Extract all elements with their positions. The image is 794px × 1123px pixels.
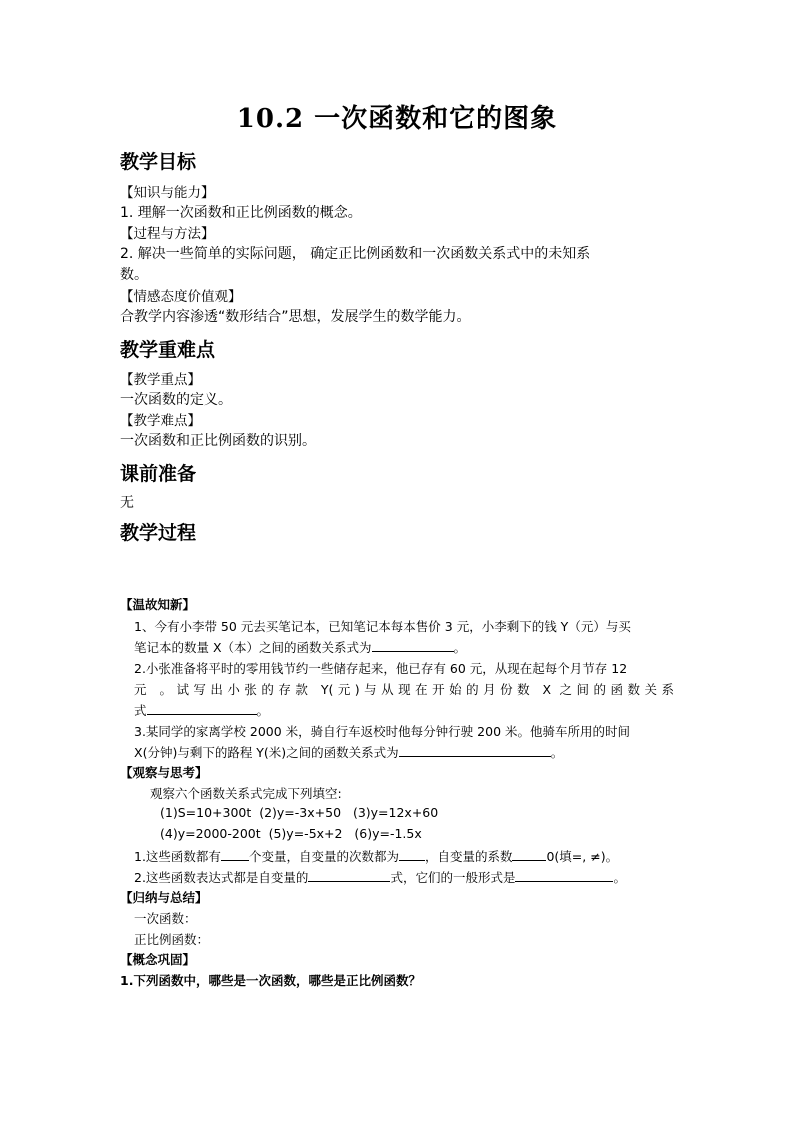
review-label: 【温故知新】 <box>120 597 196 612</box>
review-q1-line1: 1、今有小李带 50 元去买笔记本，已知笔记本每本售价 3 元，小李剩下的钱 Y（元）与买 <box>134 619 631 634</box>
objectives-heading: 教学目标 <box>120 151 197 173</box>
summary-label: 【归纳与总结】 <box>120 890 208 905</box>
review-q1-text: 笔记本的数量 X（本）之间的函数关系式为 <box>134 640 372 655</box>
difficult-label: 【教学难点】 <box>120 413 201 429</box>
observe-q2-end: 。 <box>613 870 626 885</box>
process-text-line2: 数。 <box>120 267 148 283</box>
review-q2-text: 式 <box>134 703 147 718</box>
consolidate-q1: 1.下列函数中，哪些是一次函数，哪些是正比例函数？ <box>120 973 421 988</box>
prep-text: 无 <box>120 495 134 511</box>
key-text: 一次函数的定义。 <box>120 392 232 408</box>
consolidate-label: 【概念巩固】 <box>120 952 196 967</box>
keypoints-heading: 教学重难点 <box>120 339 216 361</box>
answer-blank[interactable] <box>221 848 249 861</box>
observe-q1-text-a: 1.这些函数都有 <box>134 849 221 864</box>
review-q2-line1: 2.小张准备将平时的零用钱节约一些储存起来，他已存有 60 元，从现在起每个月节存 12 <box>134 661 628 676</box>
process-label: 【过程与方法】 <box>120 226 215 242</box>
review-q3-line1: 3.某同学的家离学校 2000 米，骑自行车返校时他每分钟行驶 200 米。他骑车所用的时间 <box>134 724 630 739</box>
observe-q2-text-a: 2.这些函数表达式都是自变量的 <box>134 870 309 885</box>
process-text-line1: 2. 解决一些简单的实际问题， 确定正比例函数和一次函数关系式中的未知系 <box>120 246 591 262</box>
review-q3-text: X(分钟)与剩下的路程 Y(米)之间的函数关系式为 <box>134 745 399 760</box>
knowledge-label: 【知识与能力】 <box>120 185 215 201</box>
review-q1-end: 。 <box>453 640 467 655</box>
answer-blank[interactable] <box>372 639 454 652</box>
difficult-text: 一次函数和正比例函数的识别。 <box>120 433 316 449</box>
key-label: 【教学重点】 <box>120 372 201 388</box>
answer-blank[interactable] <box>399 744 551 757</box>
page-title: 10.2 一次函数和它的图象 <box>236 104 558 134</box>
observe-q1-text-d: 0(填=, ≠)。 <box>546 849 619 864</box>
emotion-text: 合教学内容渗透“数形结合”思想，发展学生的数学能力。 <box>120 309 471 325</box>
prep-heading: 课前准备 <box>120 463 197 485</box>
observe-label: 【观察与思考】 <box>120 765 208 780</box>
knowledge-text: 1. 理解一次函数和正比例函数的概念。 <box>120 205 362 221</box>
answer-blank[interactable] <box>515 869 613 882</box>
observe-intro: 观察六个函数关系式完成下列填空: <box>150 786 342 801</box>
answer-blank[interactable] <box>512 848 546 861</box>
review-q2-line3 <box>134 701 269 719</box>
answer-blank[interactable] <box>308 869 390 882</box>
observe-q1-text-b: 个变量，自变量的次数都为 <box>248 849 399 864</box>
review-q2-end: 。 <box>256 703 270 718</box>
review-q2-line2: 元 。试写出小张的存款 Y(元)与从现在开始的月份数 X 之间的函数关系 <box>134 682 674 697</box>
observe-q2-text-b: 式，它们的一般形式是 <box>390 870 516 885</box>
process-heading: 教学过程 <box>120 522 197 544</box>
formula-row-2: (4)y=2000-200t (5)y=-5x+2 (6)y=-1.5x <box>160 826 422 841</box>
summary-linear: 一次函数： <box>134 911 197 926</box>
observe-q1 <box>134 847 618 865</box>
review-q1-line2 <box>134 638 466 656</box>
observe-q1-text-c: ，自变量的系数 <box>424 849 513 864</box>
emotion-label: 【情感态度价值观】 <box>120 289 242 305</box>
review-q3-line2 <box>134 743 563 761</box>
review-q3-end: 。 <box>550 745 564 760</box>
observe-q2 <box>134 868 626 886</box>
answer-blank[interactable] <box>147 702 257 715</box>
answer-blank[interactable] <box>399 848 425 861</box>
formula-row-1: (1)S=10+300t (2)y=-3x+50 (3)y=12x+60 <box>160 805 439 820</box>
summary-proportional: 正比例函数： <box>134 932 210 947</box>
